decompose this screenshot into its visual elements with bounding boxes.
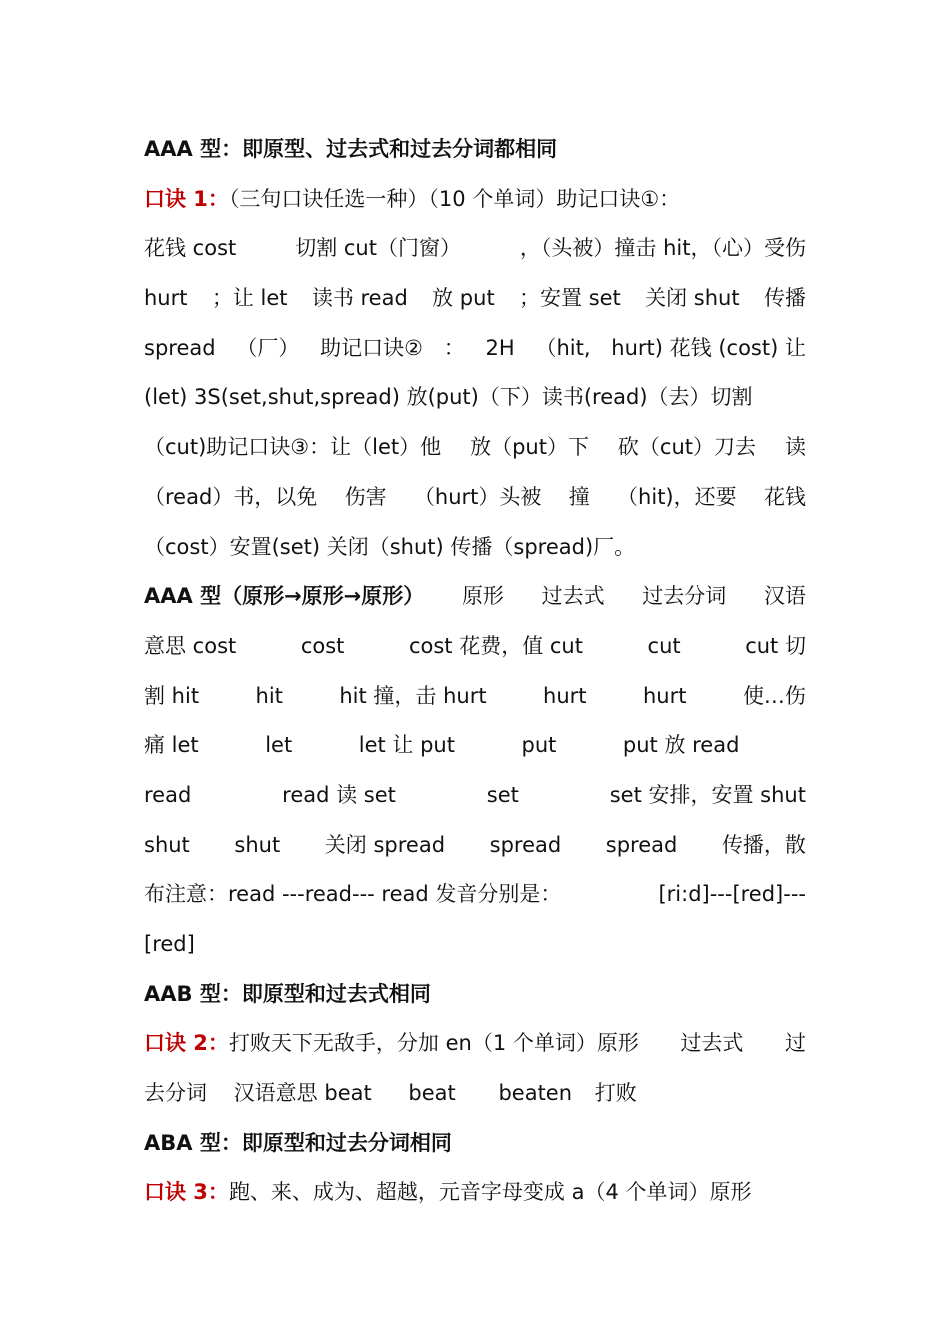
aaa-table-line5: read read 读 set set set 安排，安置 shut bbox=[144, 782, 806, 807]
rhyme3-label: 口诀 3： bbox=[144, 1180, 229, 1205]
aaa-table-heading: AAA 型（原形→原形→原形） bbox=[144, 584, 425, 609]
aaa-table-line4: 痛 let let let 让 put put put 放 read bbox=[144, 733, 740, 758]
rhyme1-line7: （read）书，以免 伤害 （hurt）头被 撞 （hit)，还要 花钱 bbox=[144, 484, 806, 509]
rhyme2-line1: 口诀 2：打败天下无敌手，分加 en（1 个单词）原形 过去式 过 bbox=[144, 1031, 806, 1056]
document-body bbox=[144, 125, 806, 1218]
rhyme1-line1: 口诀 1：（三句口诀任选一种）（10 个单词）助记口诀①： bbox=[144, 186, 681, 211]
rhyme1-line6: （cut)助记口诀③：让（let）他 放（put）下 砍（cut）刀去 读 bbox=[144, 435, 806, 460]
rhyme1-line3: hurt ；让 let 读书 read 放 put ；安置 set 关闭 shut 传播 bbox=[144, 286, 806, 311]
heading-aaa: AAA 型：即原型、过去式和过去分词都相同 bbox=[144, 137, 558, 161]
aaa-table-line7: 布注意：read ---read--- read 发音分别是： [ri:d]---[red]--- bbox=[144, 882, 806, 907]
rhyme1-line5: (let) 3S(set,shut,spread) 放(put)（下）读书(read)（去）切割 bbox=[144, 385, 753, 410]
rhyme1-line4: spread （厂） 助记口诀② ： 2H （hit, hurt) 花钱 (cost) 让 bbox=[144, 335, 806, 360]
heading-aba: ABA 型：即原型和过去分词相同 bbox=[144, 1130, 452, 1155]
aaa-table-line1: AAA 型（原形→原形→原形） 原形 过去式 过去分词 汉语 bbox=[144, 572, 806, 622]
heading-aab: AAB 型：即原型和过去式相同 bbox=[144, 981, 431, 1006]
rhyme1-line2: 花钱 cost 切割 cut（门窗） ，（头被）撞击 hit，（心）受伤 bbox=[144, 236, 806, 261]
rhyme3-line1: 口诀 3：跑、来、成为、超越，元音字母变成 a（4 个单词）原形 bbox=[144, 1180, 752, 1205]
rhyme2-label: 口诀 2： bbox=[144, 1031, 229, 1056]
rhyme1-line8: （cost）安置(set) 关闭（shut) 传播（spread)厂。 bbox=[144, 534, 636, 559]
aaa-table-line8: [red] bbox=[144, 932, 195, 956]
aaa-table-line3: 割 hit hit hit 撞，击 hurt hurt hurt 使…伤 bbox=[144, 683, 806, 708]
aaa-table-line6: shut shut 关闭 spread spread spread 传播，散 bbox=[144, 832, 806, 857]
rhyme1-label: 口诀 1： bbox=[144, 186, 229, 211]
rhyme2-line2: 去分词 汉语意思 beat beat beaten 打败 bbox=[144, 1081, 637, 1106]
aaa-table-line2: 意思 cost cost cost 花费，值 cut cut cut 切 bbox=[144, 633, 806, 658]
